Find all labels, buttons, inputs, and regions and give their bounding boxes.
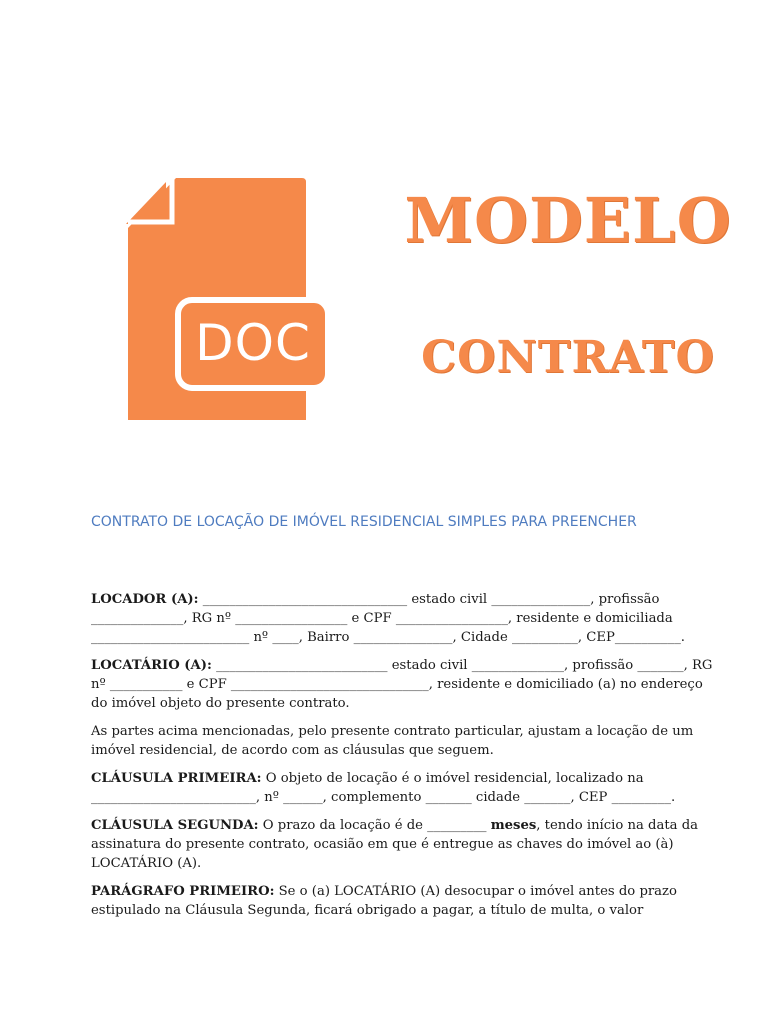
locador-paragraph xyxy=(91,590,691,647)
locatario-line-3: do imóvel objeto do presente contrato. xyxy=(91,696,350,711)
locador-line-3: ________________________ nº ____, Bairro _______________, Cidade __________, CEP__________. xyxy=(91,630,685,645)
clausula-segunda-line-1a: O prazo da locação é de _________ xyxy=(258,818,491,833)
paragrafo-primeiro-line-1: Se o (a) LOCATÁRIO (A) desocupar o imóvel antes do prazo xyxy=(274,884,677,899)
document-body xyxy=(91,590,713,929)
locatario-line-2: nº ___________ e CPF ______________________________, residente e domiciliado (a) no endereço xyxy=(91,677,703,692)
doc-file-icon xyxy=(124,178,334,420)
locador-label: LOCADOR (A): xyxy=(91,592,199,607)
clausula-segunda-line-3: LOCATÁRIO (A). xyxy=(91,856,202,871)
locador-line-2: ______________, RG nº _________________ e CPF _________________, residente e domiciliada xyxy=(91,611,673,626)
doc-icon-label: DOC xyxy=(195,314,311,372)
clausula-segunda-line-2: assinatura do presente contrato, ocasião em que é entregue as chaves do imóvel ao (à) xyxy=(91,837,674,852)
locatario-paragraph xyxy=(91,656,713,713)
clausula-segunda-meses: meses xyxy=(490,818,537,833)
clausula-segunda-paragraph xyxy=(91,816,699,873)
document-heading: CONTRATO DE LOCAÇÃO DE IMÓVEL RESIDENCIAL SIMPLES PARA PREENCHER xyxy=(91,514,637,530)
locatario-line-1: __________________________ estado civil ______________, profissão _______, RG xyxy=(211,658,713,673)
clausula-primeira-label: CLÁUSULA PRIMEIRA: xyxy=(91,771,262,786)
partes-line-2: imóvel residencial, de acordo com as cláusulas que seguem. xyxy=(91,743,494,758)
clausula-primeira-line-2: _________________________, nº ______, complemento _______ cidade _______, CEP _________. xyxy=(91,790,676,805)
clausula-primeira-paragraph xyxy=(91,769,691,807)
banner-title: MODELO xyxy=(404,184,732,257)
partes-line-1: As partes acima mencionadas, pelo presente contrato particular, ajustam a locação de um xyxy=(91,724,694,739)
clausula-primeira-line-1: O objeto de locação é o imóvel residencial, localizado na xyxy=(261,771,644,786)
clausula-segunda-label: CLÁUSULA SEGUNDA: xyxy=(91,818,259,833)
partes-paragraph xyxy=(91,722,694,760)
paragrafo-primeiro-label: PARÁGRAFO PRIMEIRO: xyxy=(91,884,275,899)
paragrafo-primeiro-line-2: estipulado na Cláusula Segunda, ficará obrigado a pagar, a título de multa, o valor xyxy=(91,903,644,918)
clausula-segunda-line-1b: , tendo início na data da xyxy=(536,818,699,833)
locatario-label: LOCATÁRIO (A): xyxy=(91,658,212,673)
banner-subtitle: CONTRATO xyxy=(421,332,715,383)
locador-line-1: _______________________________ estado civil _______________, profissão xyxy=(198,592,660,607)
paragrafo-primeiro-paragraph xyxy=(91,882,691,920)
